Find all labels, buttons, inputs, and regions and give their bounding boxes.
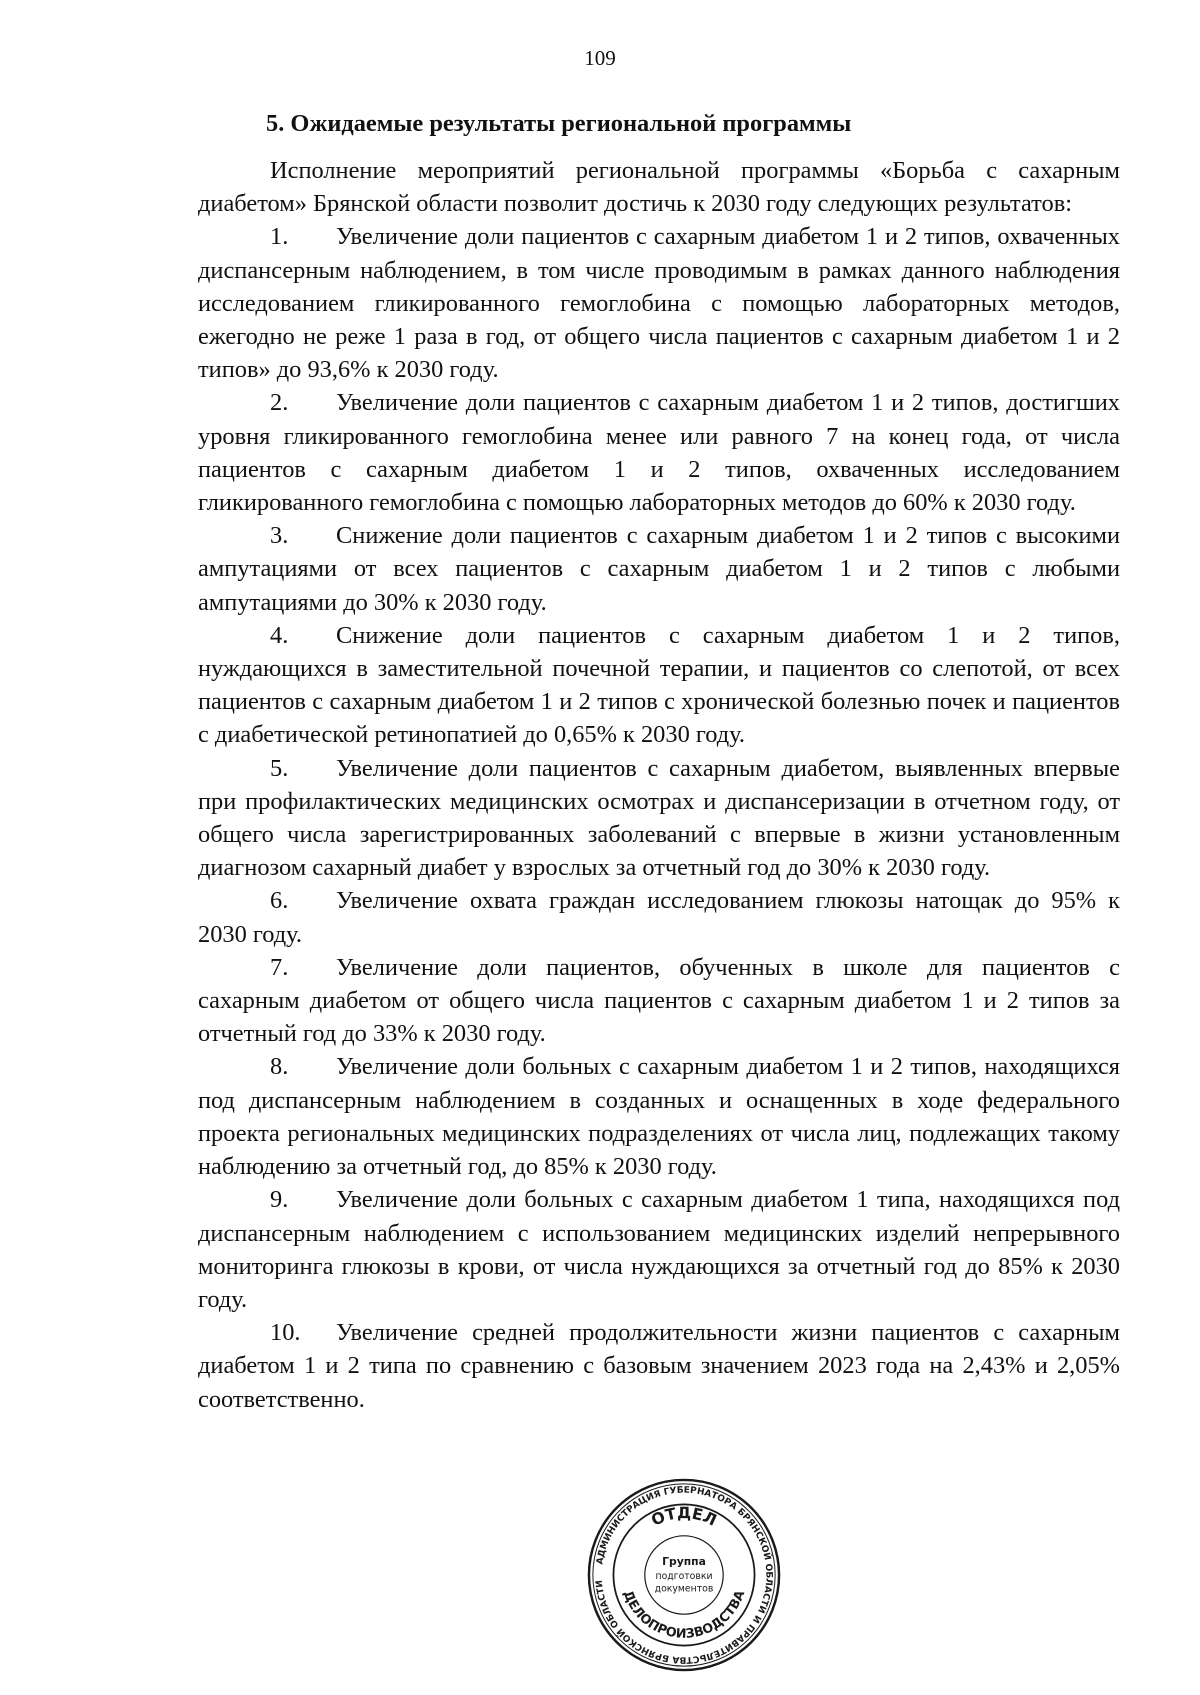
stamp-center-line-3: документов [654,1583,714,1595]
list-item [198,1316,1120,1416]
stamp-inner-top-path: ОТДЕЛ [648,1503,720,1530]
item-text: Снижение доли пациентов с сахарным диабетом 1 и 2 типов, нуждающихся в заместительной почечной терапии, и пациентов со слепотой, от всех пациентов с сахарным диабетом 1 и 2 типов с хронической болезнью почек и пациентов с диабетической ретинопатией до 0,65% к 2030 году. [198,621,1120,749]
list-item [198,386,1120,519]
stamp-center-line-1: Группа [662,1555,706,1569]
item-number: 6. [270,887,289,915]
document-body [198,107,1120,1416]
list-item [198,1050,1120,1183]
item-number: 7. [270,953,289,981]
stamp-inner-bottom [620,1588,748,1641]
list-item [198,220,1120,386]
item-text: Увеличение охвата граждан исследованием глюкозы натощак до 95% к 2030 году. [198,887,1120,948]
list-item [198,1183,1120,1316]
page-number: 109 [584,46,616,70]
stamp-graphic [586,1477,782,1673]
item-text: Снижение доли пациентов с сахарным диабетом 1 и 2 типов с высокими ампутациями от всех пациентов с сахарным диабетом 1 и 2 типов с любыми ампутациями до 30% к 2030 году. [198,522,1120,616]
list-item [198,519,1120,619]
item-number: 9. [270,1186,289,1214]
item-text: Увеличение доли пациентов с сахарным диабетом 1 и 2 типов, охваченных диспансерным наблюдением, в том числе проводимым в рамках данного наблюдения исследованием гликированного гемоглобина с помощью лабораторных методов, ежегодно не реже 1 раза в год, от общего числа пациентов с сахарным диабетом 1 и 2 типов» до 93,6% к 2030 году. [198,223,1120,384]
item-text: Увеличение доли пациентов, обученных в школе для пациентов с сахарным диабетом от общего числа пациентов с сахарным диабетом 1 и 2 типов за отчетный год до 33% к 2030 году. [198,953,1120,1048]
list-item [198,752,1120,885]
list-item [198,951,1120,1051]
item-text: Увеличение средней продолжительности жизни пациентов с сахарным диабетом 1 и 2 типа по сравнению с базовым значением 2023 года на 2,43% и 2,05% соответственно. [198,1319,1120,1413]
stamp-inner-bottom-path: ДЕЛОПРОИЗВОДСТВА [619,1588,749,1642]
stamp-inner-top [648,1503,720,1530]
results-list [198,220,1120,1415]
official-stamp [586,1477,782,1673]
item-number: 3. [270,522,289,550]
item-number: 4. [270,621,289,649]
item-text: Увеличение доли пациентов с сахарным диабетом 1 и 2 типов, достигших уровня гликированного гемоглобина менее или равного 7 на конец года, от числа пациентов с сахарным диабетом 1 и 2 типов, охваченных исследованием гликированного гемоглобина с помощью лабораторных методов до 60% к 2030 году. [198,389,1120,517]
item-text: Увеличение доли пациентов с сахарным диабетом, выявленных впервые при профилактических медицинских осмотрах и диспансеризации в отчетном году, от общего числа зарегистрированных заболеваний с впервые в жизни установленным диагнозом сахарный диабет у взрослых за отчетный год до 30% к 2030 году. [198,754,1120,882]
intro-paragraph: Исполнение мероприятий региональной программы «Борьба с сахарным диабетом» Брянской области позволит достичь к 2030 году следующих результатов: [198,157,1120,218]
item-number: 5. [270,754,289,782]
list-item [198,884,1120,950]
stamp-outer-text-path: АДМИНИСТРАЦИЯ ГУБЕРНАТОРА БРЯНСКОЙ ОБЛАСТИ И ПРАВИТЕЛЬСТВА БРЯНСКОЙ ОБЛАСТИ [594,1485,774,1665]
item-number: 8. [270,1053,289,1081]
stamp-center-line-2: подготовки [655,1570,713,1582]
item-text: Увеличение доли больных с сахарным диабетом 1 типа, находящихся под диспансерным наблюдением с использованием медицинских изделий непрерывного мониторинга глюкозы в крови, от числа нуждающихся за отчетный год до 85% к 2030 году. [198,1186,1120,1313]
item-number: 2. [270,389,289,417]
item-text: Увеличение доли больных с сахарным диабетом 1 и 2 типов, находящихся под диспансерным наблюдением в созданных и оснащенных в ходе федерального проекта региональных медицинских подразделениях от числа лиц, подлежащих такому наблюдению за отчетный год, до 85% к 2030 году. [198,1053,1120,1181]
list-item [198,619,1120,752]
item-number: 10. [270,1319,301,1347]
section-heading: 5. Ожидаемые результаты региональной программы [266,110,852,137]
item-number: 1. [270,223,289,251]
